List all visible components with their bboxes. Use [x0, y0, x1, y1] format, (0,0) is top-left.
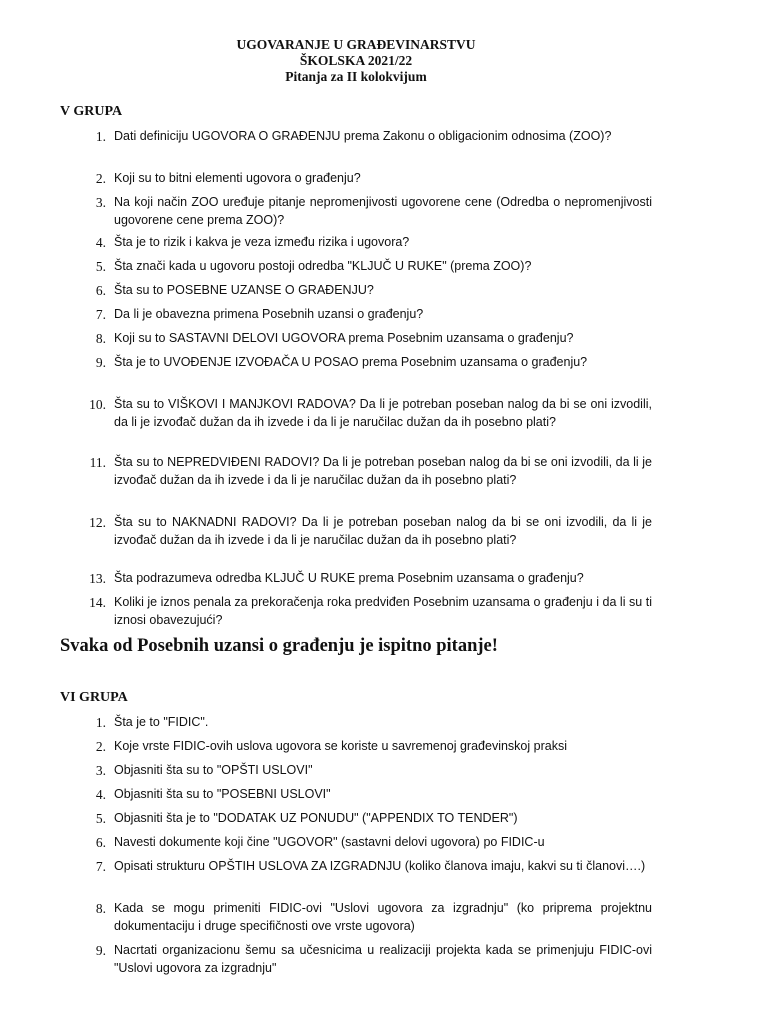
school-year: ŠKOLSKA 2021/22 — [299, 53, 413, 68]
question-text: Šta su to NEPREDVIĐENI RADOVI? Da li je potreban poseban nalog da bi se oni izvodili, da li je izvođač dužan da ih izvede i da li je naručilac dužan da ih posebno plati? — [114, 455, 652, 487]
question-number: 1. — [95, 129, 106, 144]
question-text: Šta su to NAKNADNI RADOVI? Da li je potreban poseban nalog da bi se oni izvodili, da li je izvođač dužan da ih izvede i da li je naručilac dužan da ih posebno plati? — [114, 515, 652, 547]
question-number: 2. — [95, 171, 106, 186]
question-text: Navesti dokumente koji čine "UGOVOR" (sastavni delovi ugovora) po FIDIC-u — [114, 835, 545, 849]
question-text: Objasniti šta su to "OPŠTI USLOVI" — [114, 763, 313, 777]
question-text: Koliki je iznos penala za prekoračenja roka predviđen Posebnim uzansama o građenju i da li su ti iznosi obavezujući? — [114, 595, 652, 627]
question-text: Dati definiciju UGOVORA O GRAĐENJU prema Zakonu o obligacionim odnosima (ZOO)? — [114, 129, 612, 143]
group-5-title: V GRUPA — [60, 104, 123, 119]
group-6-title: VI GRUPA — [60, 690, 128, 705]
question-text: Šta podrazumeva odredba KLJUČ U RUKE prema Posebnim uzansama o građenju? — [114, 571, 584, 585]
question-number: 14. — [89, 595, 106, 610]
question-number: 9. — [95, 943, 106, 958]
question-text: Kada se mogu primeniti FIDIC-ovi "Uslovi ugovora za izgradnju" (ko priprema projektnu dokumentaciju i druge specifičnosti ove vrste ugovora) — [114, 901, 652, 933]
question-number: 7. — [95, 307, 106, 322]
exam-subtitle: Pitanja za II kolokvijum — [285, 69, 427, 84]
exam-notice: Svaka od Posebnih uzansi o građenju je ispitno pitanje! — [60, 636, 498, 656]
question-number: 13. — [89, 571, 106, 586]
question-text: Koji su to SASTAVNI DELOVI UGOVORA prema Posebnim uzansama o građenju? — [114, 331, 574, 345]
question-text: Šta znači kada u ugovoru postoji odredba "KLJUČ U RUKE" (prema ZOO)? — [114, 259, 532, 273]
question-number: 9. — [95, 355, 106, 370]
question-number: 8. — [95, 331, 106, 346]
question-number: 12. — [89, 515, 106, 530]
question-number: 1. — [95, 715, 106, 730]
question-text: Opisati strukturu OPŠTIH USLOVA ZA IZGRADNJU (koliko članova imaju, kakvi su ti članovi….) — [114, 859, 646, 873]
question-number: 2. — [95, 739, 106, 754]
question-number: 4. — [95, 787, 106, 802]
question-text: Koje vrste FIDIC-ovih uslova ugovora se koriste u savremenoj građevinskoj praksi — [114, 739, 567, 753]
question-number: 5. — [95, 811, 106, 826]
question-text: Šta su to POSEBNE UZANSE O GRAĐENJU? — [114, 283, 374, 297]
question-number: 10. — [89, 397, 106, 412]
question-text: Šta je to UVOĐENJE IZVOĐAČA U POSAO prema Posebnim uzansama o građenju? — [114, 355, 588, 369]
question-number: 4. — [95, 235, 106, 250]
question-text: Objasniti šta je to "DODATAK UZ PONUDU" ("APPENDIX TO TENDER") — [114, 811, 518, 825]
question-number: 11. — [89, 455, 106, 470]
question-text: Objasniti šta su to "POSEBNI USLOVI" — [114, 787, 331, 801]
question-number: 7. — [95, 859, 106, 874]
question-text: Koji su to bitni elementi ugovora o građenju? — [114, 171, 361, 185]
question-number: 6. — [95, 283, 106, 298]
question-number: 8. — [95, 901, 106, 916]
question-text: Šta je to "FIDIC". — [114, 715, 209, 729]
question-number: 3. — [95, 195, 106, 210]
question-text: Nacrtati organizacionu šemu sa učesnicima u realizaciji projekta kada se primenjuju FIDIC-ovi "Uslovi ugovora za izgradnju" — [114, 943, 652, 975]
course-title: UGOVARANJE U GRAĐEVINARSTVU — [236, 37, 476, 52]
question-text: Da li je obavezna primena Posebnih uzansi o građenju? — [114, 307, 424, 321]
question-number: 5. — [95, 259, 106, 274]
document-header — [0, 37, 712, 85]
question-number: 6. — [95, 835, 106, 850]
question-text: Šta su to VIŠKOVI I MANJKOVI RADOVA? Da li je potreban poseban nalog da bi se oni izvodili, da li je izvođač dužan da ih izvede i da li je naručilac dužan da ih posebno plati? — [114, 397, 652, 429]
question-number: 3. — [95, 763, 106, 778]
question-text: Na koji način ZOO uređuje pitanje nepromenjivosti ugovorene cene (Odredba o nepromenjivosti ugovorene cene prema ZOO)? — [114, 195, 652, 227]
question-text: Šta je to rizik i kakva je veza između rizika i ugovora? — [114, 235, 410, 249]
